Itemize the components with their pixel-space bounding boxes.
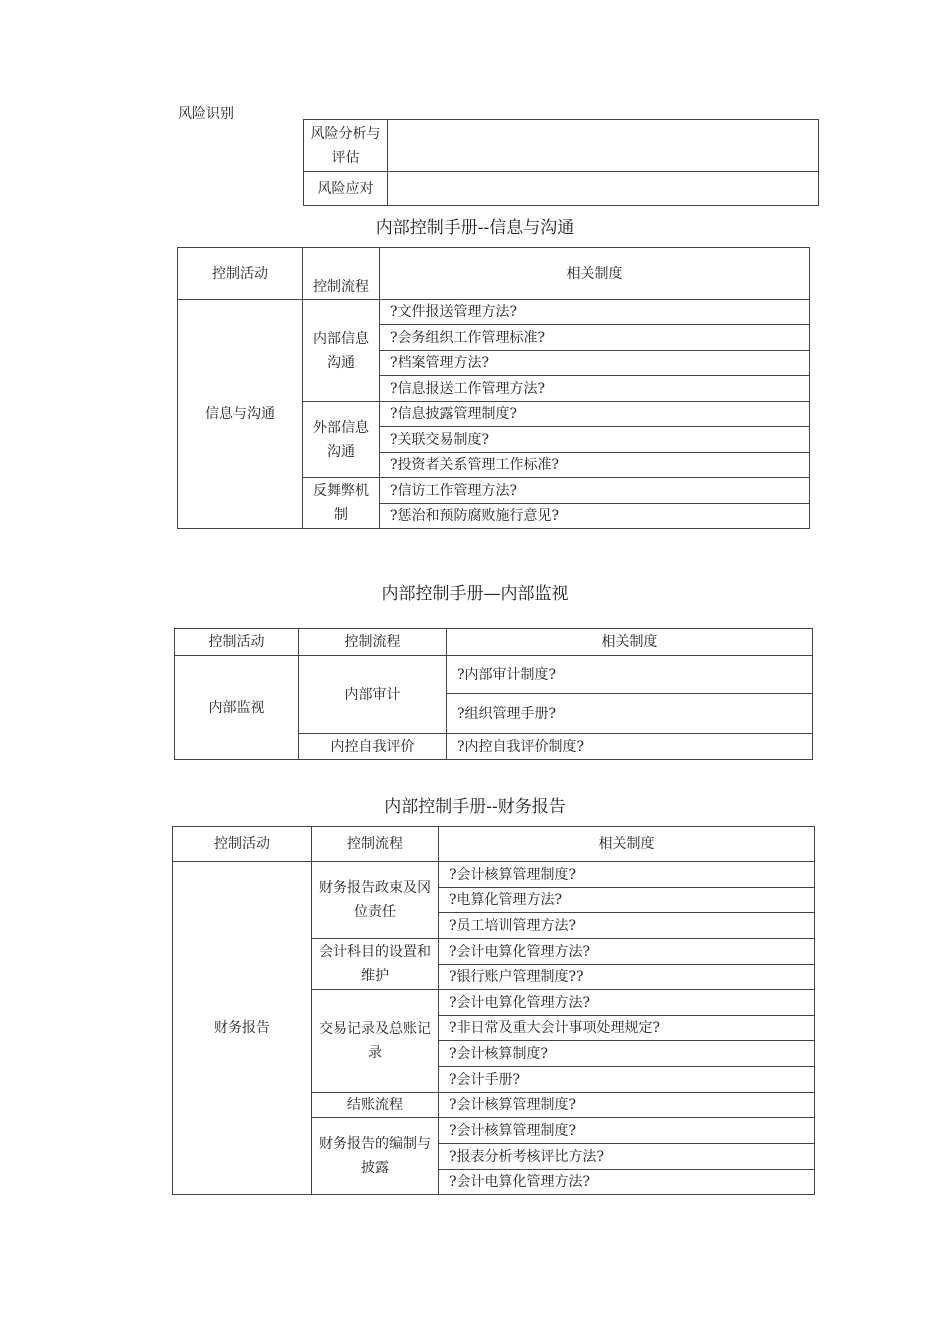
policy-item: ?会务组织工作管理标准? [380,325,810,351]
policy-item: ?报表分析考核评比方法? [439,1144,815,1170]
policy-item: ?非日常及重大会计事项处理规定? [439,1016,815,1041]
process-cell: 会计科目的设置和维护 [312,939,439,990]
policy-item: ?会计电算化管理方法? [439,990,815,1016]
risk-row-response: 风险应对 [304,172,388,206]
header-process: 控制流程 [299,629,447,656]
header-process: 控制流程 [312,827,439,862]
policy-item: ?信息报送工作管理方法? [380,376,810,402]
policy-item: ?信息披露管理制度? [380,402,810,427]
policy-item: ?会计核算制度? [439,1041,815,1067]
table3-title: 内部控制手册--财务报告 [384,797,566,817]
header-policy: 相关制度 [439,827,815,862]
process-cell: 财务报告政束及冈位责任 [312,862,439,939]
policy-item: ?关联交易制度? [380,427,810,453]
header-activity: 控制活动 [175,629,299,656]
process-cell: 财务报告的编制与披露 [312,1118,439,1195]
activity-cell: 内部监视 [175,656,299,760]
policy-item: ?文件报送管理方法? [380,300,810,325]
header-activity: 控制活动 [178,248,303,300]
policy-item: ?银行账户管理制度?? [439,965,815,990]
policy-item: ?内部审计制度? [447,656,813,694]
policy-item: ?惩治和预防腐败施行意见? [380,504,810,529]
policy-item: ?档案管理方法? [380,351,810,376]
risk-cell-empty [388,172,819,206]
policy-item: ?投资者关系管理工作标准? [380,453,810,478]
process-cell: 结账流程 [312,1093,439,1118]
policy-item: ?电算化管理方法? [439,888,815,913]
policy-item: ?会计电算化管理方法? [439,939,815,965]
process-cell: 交易记录及总账记录 [312,990,439,1093]
risk-row-analysis: 风险分析与评估 [304,120,388,172]
process-cell: 反舞弊机制 [303,478,380,529]
header-activity: 控制活动 [173,827,312,862]
risk-table [303,119,819,206]
policy-item: ?内控自我评价制度? [447,734,813,760]
process-cell: 外部信息沟通 [303,402,380,478]
policy-item: ?会计核算管理制度? [439,1093,815,1118]
header-process: 控制流程 [303,248,380,300]
risk-cell-empty [388,120,819,172]
activity-cell: 信息与沟通 [178,300,303,529]
policy-item: ?会计电算化管理方法? [439,1170,815,1195]
risk-heading: 风险识别 [178,106,234,122]
policy-item: ?信访工作管理方法? [380,478,810,504]
policy-item: ?组织管理手册? [447,694,813,734]
policy-item: ?会计核算管理制度? [439,1118,815,1144]
header-policy: 相关制度 [380,248,810,300]
policy-item: ?员工培训管理方法? [439,913,815,939]
table1-title: 内部控制手册--信息与沟通 [375,218,575,238]
process-cell: 内部审计 [299,656,447,734]
table2-title: 内部控制手册—内部监视 [381,584,569,604]
table-info-communication [177,247,810,529]
table-internal-monitoring [174,628,813,760]
policy-item: ?会计核算管理制度? [439,862,815,888]
activity-cell: 财务报告 [173,862,312,1195]
table-financial-reporting [172,826,815,1195]
process-cell: 内部信息沟通 [303,300,380,402]
header-policy: 相关制度 [447,629,813,656]
policy-item: ?会计手册? [439,1067,815,1093]
process-cell: 内控自我评价 [299,734,447,760]
